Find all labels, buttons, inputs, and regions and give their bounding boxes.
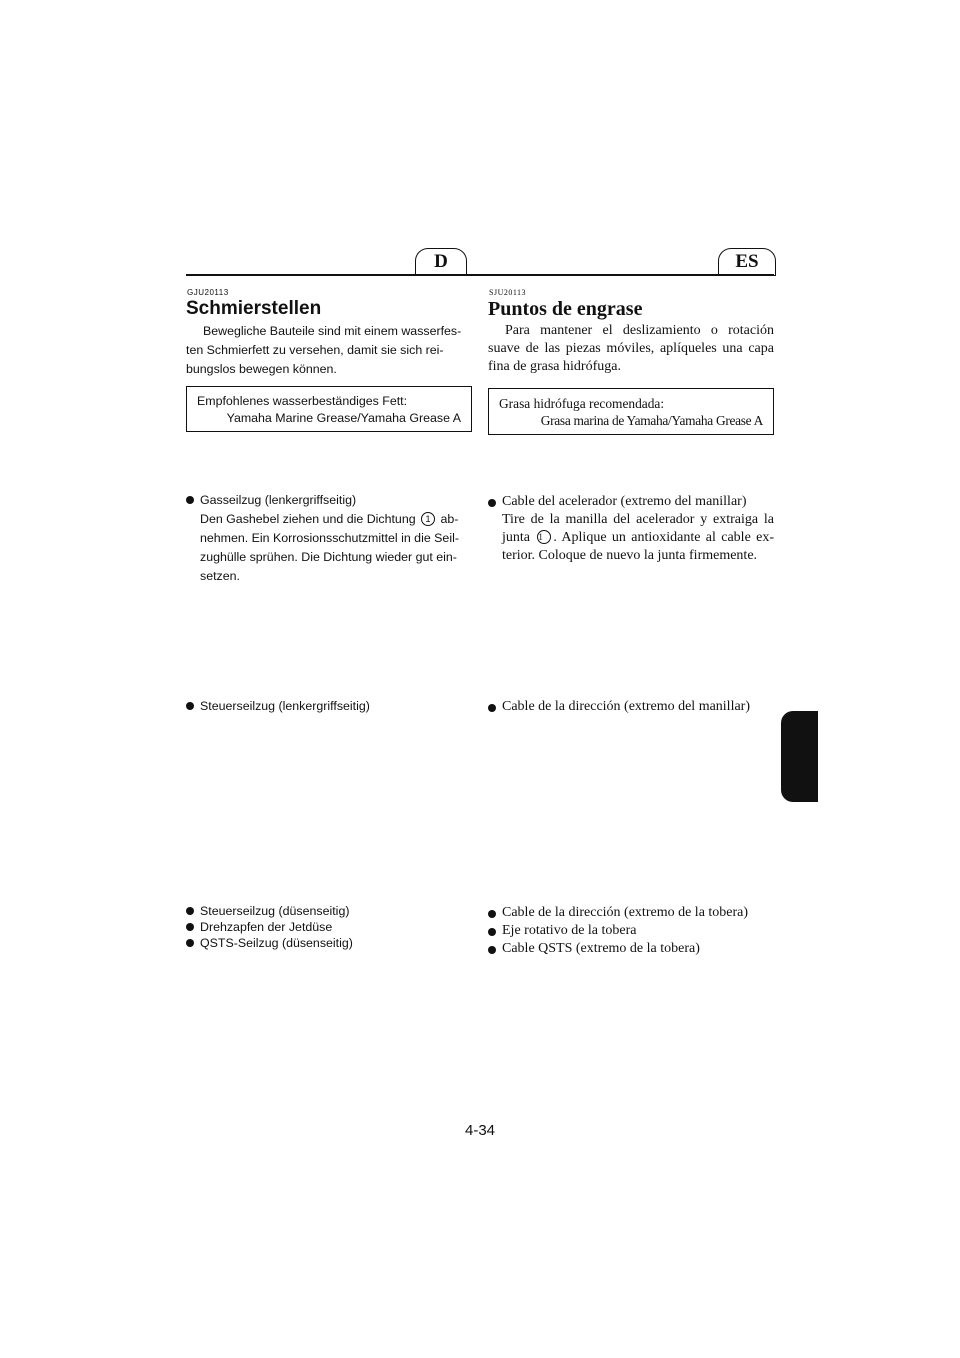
es-intro-line: fina de grasa hidrófuga. <box>488 359 621 374</box>
bullet-icon <box>186 491 200 586</box>
de-intro-line: bungslos bewegen können. <box>186 362 337 376</box>
es-item-text: Tire de la manilla del acelerador y extraiga la <box>502 512 774 527</box>
es-item-title: Eje rotativo de la tobera <box>502 923 637 938</box>
es-grease-box <box>488 388 774 435</box>
chapter-side-tab <box>781 711 818 802</box>
de-item-text: zughülle sprühen. Die Dichtung wieder gut ein- <box>200 550 457 564</box>
de-box-value: Yamaha Marine Grease/Yamaha Grease A <box>226 411 461 425</box>
de-section-code: GJU20113 <box>187 288 229 297</box>
bullet-icon <box>488 493 502 565</box>
es-item-qsts <box>488 940 700 961</box>
language-tab-es: ES <box>718 248 776 276</box>
de-item-qsts <box>186 935 353 953</box>
es-section-code: SJU20113 <box>489 288 527 297</box>
es-item-title: Cable QSTS (extremo de la tobera) <box>502 941 700 956</box>
es-item-text: terior. Coloque de nuevo la junta firmemente. <box>502 548 758 563</box>
de-item-text: nehmen. Ein Korrosionsschutzmittel in die Seil- <box>200 531 459 545</box>
es-item-title: Cable de la dirección (extremo de la tobera) <box>502 905 749 920</box>
de-grease-box <box>186 386 472 432</box>
de-item-steuerseilzug-lenker <box>186 697 370 717</box>
es-intro-line: suave de las piezas móviles, aplíqueles una capa <box>488 341 774 356</box>
header-rule <box>186 274 774 276</box>
de-intro-line: Bewegliche Bauteile sind mit einem wasserfes- <box>203 324 462 338</box>
es-item-text: junta <box>502 530 530 545</box>
de-item-title: Drehzapfen der Jetdüse <box>200 920 333 934</box>
bullet-icon <box>488 698 502 719</box>
language-tab-de: D <box>415 248 467 276</box>
es-intro <box>488 322 774 376</box>
de-intro-line: ten Schmierfett zu versehen, damit sie sich rei- <box>186 343 444 357</box>
de-item-title: Steuerseilzug (lenkergriffseitig) <box>200 699 370 713</box>
bullet-icon <box>186 697 200 717</box>
es-section-title: Puntos de engrase <box>488 298 643 320</box>
es-item-text: . Aplique un antioxidante al cable ex- <box>553 530 775 545</box>
bullet-icon <box>186 935 200 953</box>
de-item-title: Gasseilzug (lenkergriffseitig) <box>200 493 357 507</box>
de-item-title: Steuerseilzug (düsenseitig) <box>200 904 350 918</box>
de-section-title: Schmierstellen <box>186 298 322 319</box>
de-item-text: Den Gashebel ziehen und die Dichtung <box>200 512 416 526</box>
es-item-acelerador <box>488 493 774 565</box>
de-box-label: Empfohlenes wasserbeständiges Fett: <box>197 394 408 408</box>
es-box-value: Grasa marina de Yamaha/Yamaha Grease A <box>540 413 763 428</box>
de-item-gasseilzug <box>186 491 474 586</box>
es-item-title: Cable del acelerador (extremo del manillar) <box>502 494 747 509</box>
de-item-text: ab- <box>440 512 459 526</box>
de-item-title: QSTS-Seilzug (düsenseitig) <box>200 936 353 950</box>
es-box-label: Grasa hidrófuga recomendada: <box>499 396 665 411</box>
de-intro <box>186 322 474 379</box>
es-item-direccion-manillar <box>488 698 750 719</box>
de-item-text: setzen. <box>200 569 240 583</box>
callout-1-icon: 1 <box>537 530 551 544</box>
callout-1-icon: 1 <box>421 512 435 526</box>
es-item-title: Cable de la dirección (extremo del manillar) <box>502 699 751 714</box>
bullet-icon <box>488 940 502 961</box>
es-intro-line: Para mantener el deslizamiento o rotación <box>505 323 774 338</box>
page-number: 4-34 <box>464 1122 496 1139</box>
